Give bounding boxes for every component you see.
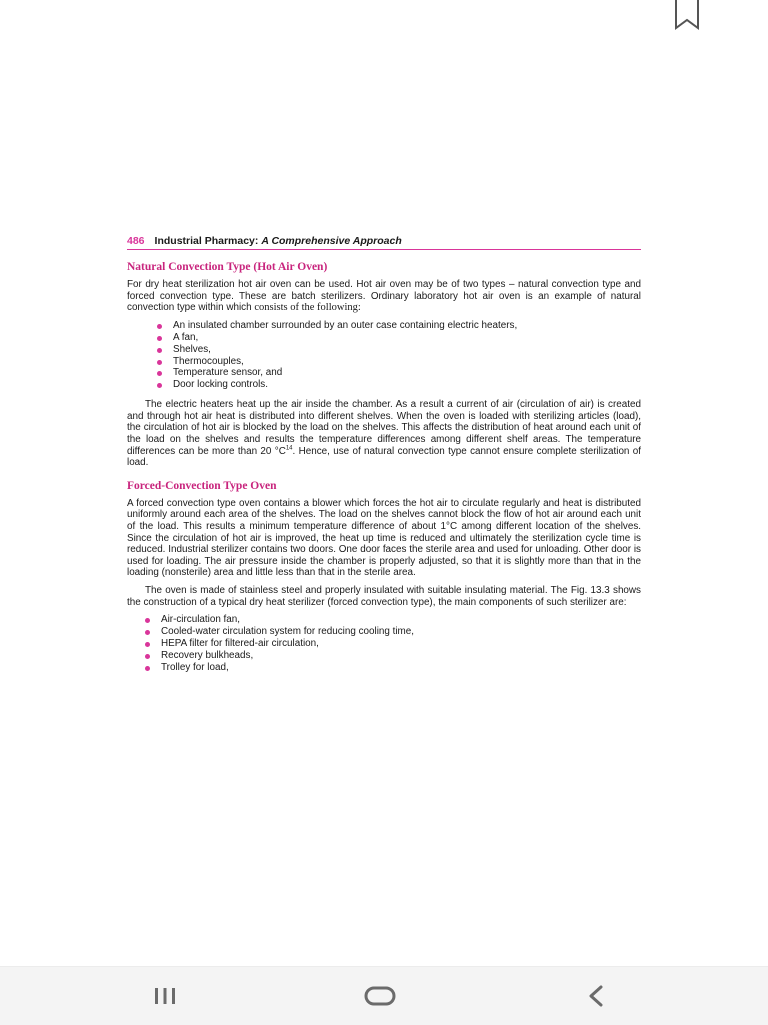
section2-paragraph-1: A forced convection type oven contains a blower which forces the hot air to circulate regularly and heat is distributed uniformly around each area of the shelves. The load on the shelves cannot block the flow of hot air around each unit of the load. This results a minimum temperature difference of about 1°C among different location of the shelves. Since the circulation of hot air is improved, the heat up time is reduced and ultimately the sterilization cycle time is reduced. Industrial sterilizer contains two doors. One door faces the sterile area and used for unloading. Other door is used for loading. The air pressure inside the chamber is properly adjusted, so that it is slightly more than that in the loading (nonsterile) area and little less than that in the sterile area. xyxy=(127,497,641,579)
bullet-icon xyxy=(157,336,162,341)
section1-intro-text: For dry heat sterilization hot air oven can be used. Hot air oven may be of two types – natural convection type and forced convection type. These are batch sterilizers. Ordinary laboratory hot air oven is an example of natural convection type within which xyxy=(127,279,641,314)
sterilizer-components-list xyxy=(127,614,641,674)
bullet-icon xyxy=(157,348,162,353)
bullet-icon xyxy=(145,618,150,623)
list-item xyxy=(145,650,641,662)
recents-icon xyxy=(152,986,178,1006)
page-number: 486 xyxy=(127,235,145,247)
list-item-text: Temperature sensor, and xyxy=(173,367,283,379)
bullet-icon xyxy=(157,371,162,376)
list-item xyxy=(145,638,641,650)
list-item xyxy=(157,344,641,356)
bullet-icon xyxy=(157,383,162,388)
section1-paragraph xyxy=(127,399,641,469)
bullet-icon xyxy=(145,630,150,635)
section-heading-forced-convection: Forced-Convection Type Oven xyxy=(127,479,277,492)
section-heading-natural-convection: Natural Convection Type (Hot Air Oven) xyxy=(127,261,328,273)
list-item-text: Cooled-water circulation system for reducing cooling time, xyxy=(161,626,415,638)
list-item xyxy=(145,626,641,638)
paragraph-text-end: . Hence, use of natural convection type cannot ensure complete sterilization of load. xyxy=(127,445,641,469)
oven-parts-list xyxy=(127,320,641,391)
section1-intro xyxy=(127,279,641,314)
bullet-icon xyxy=(145,654,150,659)
home-icon xyxy=(363,985,397,1007)
document-page xyxy=(127,235,641,682)
list-item xyxy=(145,614,641,626)
list-item xyxy=(157,379,641,391)
list-item-text: An insulated chamber surrounded by an outer case containing electric heaters, xyxy=(173,319,518,331)
book-title-prefix: Industrial Pharmacy: xyxy=(154,235,259,247)
list-item-text: HEPA filter for filtered-air circulation, xyxy=(161,637,319,649)
list-item xyxy=(157,332,641,344)
book-title-subtitle: A Comprehensive Approach xyxy=(261,235,402,247)
android-navigation-bar xyxy=(0,966,768,1025)
home-button[interactable] xyxy=(360,981,400,1011)
bookmark-icon[interactable] xyxy=(674,0,700,30)
list-item-text: Shelves, xyxy=(173,343,211,355)
list-item xyxy=(145,662,641,674)
list-item-text: A fan, xyxy=(173,331,199,343)
list-item-text: Air-circulation fan, xyxy=(161,614,241,626)
list-item xyxy=(157,320,641,332)
running-header xyxy=(127,235,641,250)
recents-button[interactable] xyxy=(145,981,185,1011)
list-item-text: Thermocouples, xyxy=(173,355,244,367)
section1-intro-tail: consists of the following: xyxy=(254,302,361,314)
book-title xyxy=(155,235,402,247)
citation-superscript: 14 xyxy=(285,445,293,452)
bullet-icon xyxy=(157,360,162,365)
bullet-icon xyxy=(145,666,150,671)
paragraph-text: The electric heaters heat up the air inside the chamber. As a result a current of air (circulation of air) is created and through hot air heat is distributed into different shelves. When the oven is loaded with sterilizing articles (load), the circulation of hot air is blocked by the load on the shelves. This affects the distribution of heat around each unit of the load on the shelves and results the temperature differences among different shelf areas. The temperature differences can be more than 20 °C xyxy=(127,399,641,457)
section2-paragraph-2: The oven is made of stainless steel and properly insulated with suitable insulating material. The Fig. 13.3 shows the construction of a typical dry heat sterilizer (forced convection type), the main components of such sterilizer are: xyxy=(127,584,641,608)
back-icon xyxy=(585,984,607,1008)
list-item-text: Trolley for load, xyxy=(161,661,229,673)
bullet-icon xyxy=(145,642,150,647)
list-item xyxy=(157,367,641,379)
back-button[interactable] xyxy=(576,981,616,1011)
list-item-text: Recovery bulkheads, xyxy=(161,649,254,661)
list-item-text: Door locking controls. xyxy=(173,379,268,391)
bullet-icon xyxy=(157,324,162,329)
list-item xyxy=(157,356,641,368)
